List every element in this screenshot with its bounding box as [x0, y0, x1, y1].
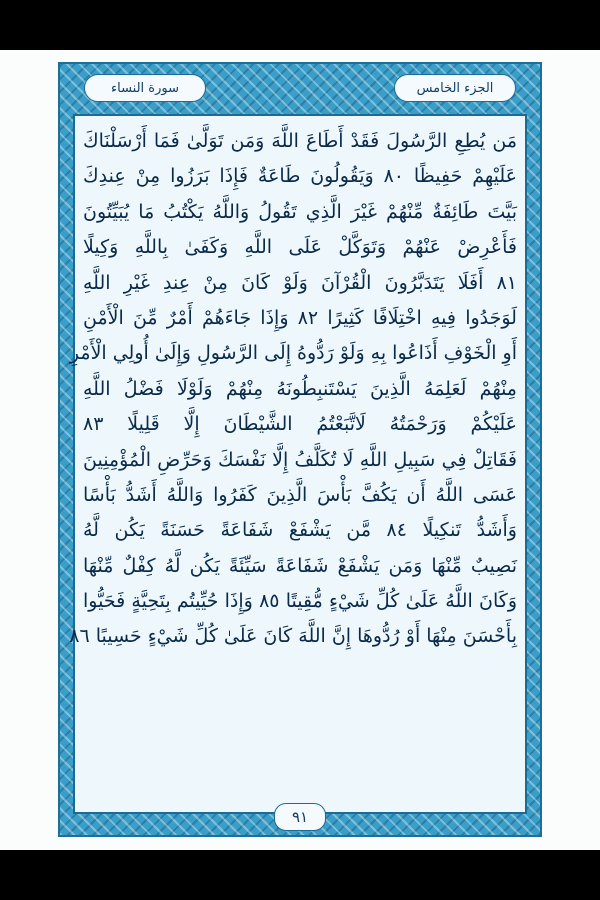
text-panel — [69, 114, 527, 814]
verse-line: بَيَّتَ طَائِفَةٌ مِّنْهُمْ غَيْرَ الَّذِي تَقُولُ وَاللَّهُ يَكْتُبُ مَا يُبَيِّتُونَ — [83, 200, 517, 223]
verse-line: عَلَيْهِمْ حَفِيظًا ٨٠ وَيَقُولُونَ طَاعَةٌ فَإِذَا بَرَزُوا مِنْ عِندِكَ — [83, 165, 517, 188]
verse-line: مَن يُطِعِ الرَّسُولَ فَقَدْ أَطَاعَ اللَّهَ وَمَن تَوَلَّىٰ فَمَا أَرْسَلْنَاكَ — [83, 130, 517, 152]
mushaf-page — [0, 50, 600, 850]
verse-line: وَأَشَدُّ تَنكِيلًا ٨٤ مَّن يَشْفَعْ شَفَاعَةً حَسَنَةً يَكُن لَّهُ — [83, 519, 517, 542]
verse-line: عَسَى اللَّهُ أَن يَكُفَّ بَأْسَ الَّذِينَ كَفَرُوا وَاللَّهُ أَشَدُّ بَأْسًا — [83, 483, 517, 506]
juz-label: الجزء الخامس — [394, 74, 516, 102]
verse-line: وَكَانَ اللَّهُ عَلَىٰ كُلِّ شَيْءٍ مُّقِيتًا ٨٥ وَإِذَا حُيِّيتُم بِتَحِيَّةٍ فَحَيُّوا — [83, 590, 517, 613]
verse-line: فَقَاتِلْ فِي سَبِيلِ اللَّهِ لَا تُكَلَّفُ إِلَّا نَفْسَكَ وَحَرِّضِ الْمُؤْمِنِينَ — [83, 448, 517, 471]
verse-line: مِنْهُمْ لَعَلِمَهُ الَّذِينَ يَسْتَنبِطُونَهُ مِنْهُمْ وَلَوْلَا فَضْلُ اللَّهِ — [83, 377, 517, 400]
verse-line: لَوَجَدُوا فِيهِ اخْتِلَافًا كَثِيرًا ٨٢ وَإِذَا جَاءَهُمْ أَمْرٌ مِّنَ الْأَمْنِ — [83, 306, 517, 329]
verse-line: ٨١ أَفَلَا يَتَدَبَّرُونَ الْقُرْآنَ وَلَوْ كَانَ مِنْ عِندِ غَيْرِ اللَّهِ — [83, 271, 517, 294]
verse-line: فَأَعْرِضْ عَنْهُمْ وَتَوَكَّلْ عَلَى اللَّهِ وَكَفَىٰ بِاللَّهِ وَكِيلًا — [83, 236, 517, 259]
surah-label: سورة النساء — [84, 74, 206, 102]
ornamental-border — [58, 62, 542, 837]
verse-line: نَصِيبٌ مِّنْهَا وَمَن يَشْفَعْ شَفَاعَةً سَيِّئَةً يَكُن لَّهُ كِفْلٌ مِّنْهَا — [83, 554, 517, 577]
page-number: ٩١ — [274, 803, 326, 831]
verse-line: بِأَحْسَنَ مِنْهَا أَوْ رُدُّوهَا إِنَّ اللَّهَ كَانَ عَلَىٰ كُلِّ شَيْءٍ حَسِيبًا ٨٦ — [69, 625, 517, 648]
verse-lines — [69, 124, 517, 804]
verse-line: أَوِ الْخَوْفِ أَذَاعُوا بِهِ وَلَوْ رَدُّوهُ إِلَى الرَّسُولِ وَإِلَىٰ أُولِي الْأَمْرِ — [69, 342, 517, 365]
verse-line: عَلَيْكُمْ وَرَحْمَتُهُ لَاتَّبَعْتُمُ الشَّيْطَانَ إِلَّا قَلِيلًا ٨٣ — [83, 413, 517, 436]
